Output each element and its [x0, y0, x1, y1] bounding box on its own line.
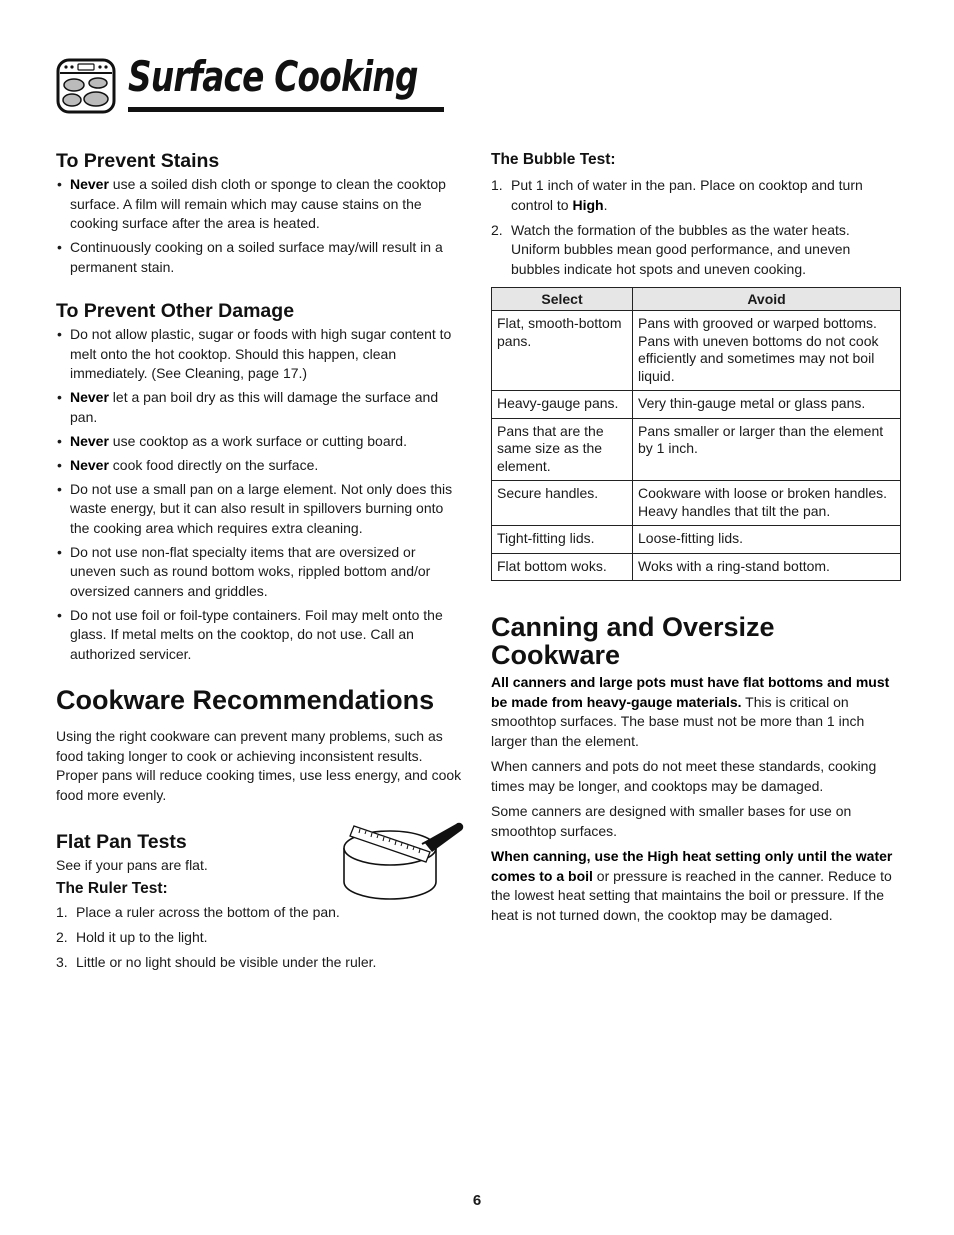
list-item: • Never use a soiled dish cloth or sponge to clean the cooktop surface. A film will remain which may cause stains on the cooking surface after the area is heated.	[56, 175, 464, 234]
bubble-test-section	[491, 150, 901, 279]
list-item: • Do not use non-flat specialty items that are oversized or uneven such as round bottom woks, rippled bottom and/or oversized canners and griddles.	[56, 543, 464, 602]
cookware-heading: Cookware Recommendations	[56, 685, 435, 715]
table-row	[492, 526, 901, 554]
right-column	[491, 150, 901, 931]
flat-pan-heading: Flat Pan Tests	[56, 831, 187, 853]
list-item: • Never cook food directly on the surface.	[56, 456, 464, 476]
list-item: • Do not allow plastic, sugar or foods with high sugar content to melt onto the hot cooktop. Should this happen, clean immediately. (See Cleaning, page 17.)	[56, 325, 464, 384]
table-cell: Secure handles.	[492, 481, 633, 526]
table-cell: Tight-fitting lids.	[492, 526, 633, 554]
table-row	[492, 481, 901, 526]
list-item: • Never let a pan boil dry as this will damage the surface and pan.	[56, 388, 464, 427]
ruler-test-heading: The Ruler Test:	[56, 879, 168, 897]
stove-icon	[56, 58, 116, 114]
cookware-body: Using the right cookware can prevent many problems, such as food taking longer to cook or achieving inconsistent results. Proper pans will reduce cooking times, use less energy, and cook food more evenly.	[56, 728, 462, 803]
table-row	[492, 311, 901, 391]
table-row	[492, 553, 901, 581]
list-item: 1. Put 1 inch of water in the pan. Place on cooktop and turn control to High.	[491, 177, 863, 213]
left-column	[56, 150, 464, 978]
table-cell: Pans that are the same size as the element.	[492, 418, 633, 481]
list-item: 2. Watch the formation of the bubbles as the water heats. Uniform bubbles mean good performance, and uneven bubbles indicate hot spots and uneven cooking.	[491, 221, 851, 277]
table-cell: Loose-fitting lids.	[633, 526, 901, 554]
table-cell: Cookware with loose or broken handles. Heavy handles that tilt the pan.	[633, 481, 901, 526]
bubble-test-heading: The Bubble Test:	[491, 151, 616, 168]
canning-section	[491, 613, 901, 925]
cookware-table	[491, 287, 901, 581]
table-cell: Pans smaller or larger than the element by 1 inch.	[633, 418, 901, 481]
canning-paragraph-3: Some canners are designed with smaller bases for use on smoothtop surfaces.	[491, 803, 852, 839]
cookware-section	[56, 686, 464, 805]
list-item: • Never use cooktop as a work surface or cutting board.	[56, 432, 464, 452]
table-cell: Flat, smooth-bottom pans.	[492, 311, 633, 391]
prevent-stains-section	[56, 150, 464, 277]
ruler-test-steps	[56, 903, 464, 973]
page-number: 6	[472, 1192, 482, 1209]
prevent-damage-list	[56, 325, 464, 664]
table-cell: Heavy-gauge pans.	[492, 391, 633, 419]
list-item: • Do not use foil or foil-type containers. Foil may melt onto the glass. If metal melts on the cooktop, do not use. Call an authorized servicer.	[56, 606, 464, 665]
canning-paragraph-1: All canners and large pots must have flat bottoms and must be made from heavy-gauge materials. This is critical on smoothtop surfaces. The base must not be more than 1 inch larger than the element.	[491, 674, 890, 749]
bubble-test-steps	[491, 176, 901, 279]
pan-with-ruler-illustration	[338, 818, 468, 902]
table-row	[492, 418, 901, 481]
list-item: • Continuously cooking on a soiled surface may/will result in a permanent stain.	[56, 238, 464, 277]
page-title: Surface Cooking	[128, 52, 418, 101]
canning-paragraph-4: When canning, use the High heat setting only until the water comes to a boil or pressure is reached in the canner. Reduce to the lowest heat setting that maintains the boil or pressure. If the heat is not turned down, the cooktop may be damaged.	[491, 848, 893, 923]
table-row	[492, 391, 901, 419]
flat-pan-intro: See if your pans are flat.	[56, 857, 208, 873]
list-item: 2. Hold it up to the light.	[56, 928, 208, 945]
table-cell: Pans with grooved or warped bottoms. Pans with uneven bottoms do not cook efficiently and sometimes may not boil liquid.	[633, 311, 901, 391]
table-cell: Woks with a ring-stand bottom.	[633, 553, 901, 581]
list-item: • Do not use a small pan on a large element. Not only does this waste energy, but it can also result in spillovers burning onto the cooking area which requires extra cleaning.	[56, 480, 464, 539]
column-header-avoid: Avoid	[633, 288, 901, 311]
table-cell: Flat bottom woks.	[492, 553, 633, 581]
prevent-damage-heading: To Prevent Other Damage	[56, 300, 295, 322]
list-item: 1. Place a ruler across the bottom of the pan.	[56, 903, 340, 920]
column-header-select: Select	[492, 288, 633, 311]
table-header-row	[492, 288, 901, 311]
canning-heading: Canning and Oversize Cookware	[491, 612, 775, 670]
prevent-stains-list	[56, 175, 464, 277]
table-cell: Very thin-gauge metal or glass pans.	[633, 391, 901, 419]
prevent-damage-section	[56, 300, 464, 664]
list-item: 3. Little or no light should be visible under the ruler.	[56, 953, 377, 970]
prevent-stains-heading: To Prevent Stains	[56, 150, 220, 172]
canning-paragraph-2: When canners and pots do not meet these standards, cooking times may be longer, and cooktops may be damaged.	[491, 758, 877, 794]
title-underline	[128, 107, 444, 112]
